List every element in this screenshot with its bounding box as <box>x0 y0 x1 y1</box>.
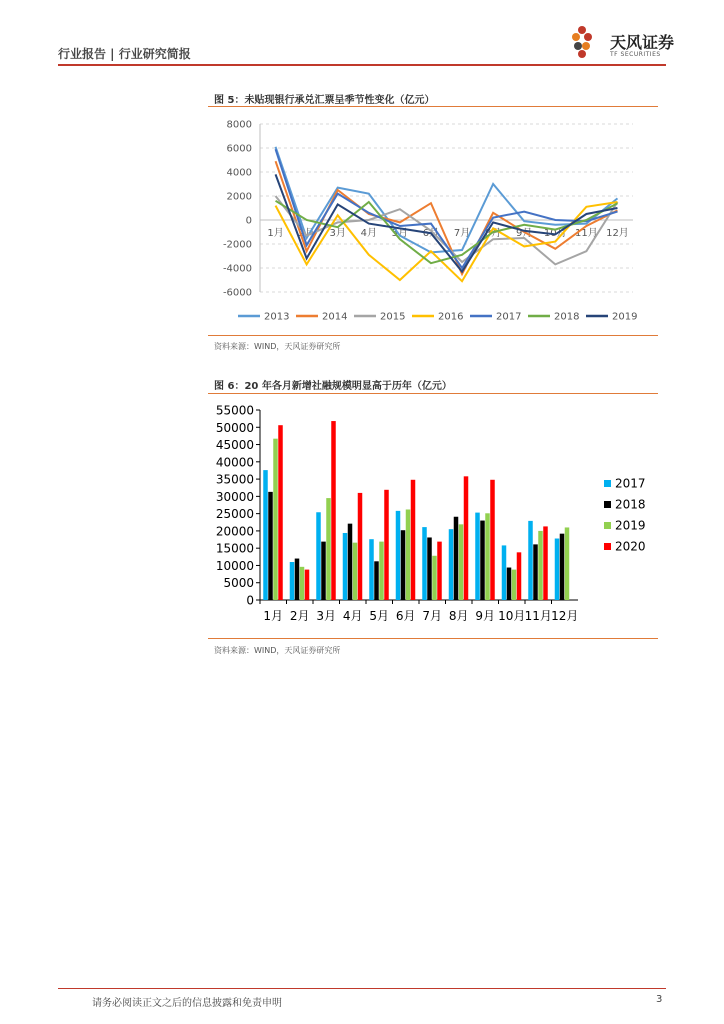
figure5-bottom-rule <box>208 335 658 336</box>
y-tick-label: 25000 <box>215 507 254 522</box>
bar-2017 <box>369 539 374 600</box>
y-tick-label: 10000 <box>215 558 254 573</box>
y-tick-label: -6000 <box>222 287 252 299</box>
bar-2017 <box>396 511 401 600</box>
y-tick-label: 4000 <box>226 167 252 179</box>
x-tick-label: 7月 <box>422 609 443 623</box>
bar-2019 <box>459 524 464 600</box>
bar-2020 <box>437 542 442 600</box>
legend-label: 2019 <box>612 311 638 323</box>
y-tick-label: 35000 <box>215 472 254 487</box>
bar-2018 <box>401 530 406 600</box>
bar-2018 <box>268 492 273 600</box>
y-tick-label: 30000 <box>215 489 254 504</box>
bar-2018 <box>427 537 432 600</box>
logo-subtitle: TF SECURITIES <box>610 51 661 58</box>
bar-chart <box>208 398 658 634</box>
x-tick-label: 4月 <box>360 228 377 239</box>
legend-label: 2018 <box>615 497 646 512</box>
bar-2017 <box>528 521 533 600</box>
y-tick-label: 2000 <box>226 191 252 203</box>
bar-2019 <box>300 567 305 600</box>
y-tick-label: 45000 <box>215 438 254 453</box>
legend-label: 2015 <box>380 311 406 323</box>
bar-2019 <box>406 509 411 600</box>
y-tick-label: 6000 <box>226 143 252 155</box>
x-tick-label: 6月 <box>395 609 416 623</box>
x-tick-label: 7月 <box>453 228 471 239</box>
y-tick-label: 50000 <box>215 420 254 435</box>
bar-2020 <box>411 480 416 600</box>
x-tick-label: 8月 <box>484 228 502 239</box>
legend-label: 2019 <box>615 518 646 533</box>
x-tick-label: 10月 <box>498 609 526 623</box>
x-tick-label: 1月 <box>267 228 284 239</box>
x-tick-label: 5月 <box>391 228 409 239</box>
x-tick-label: 3月 <box>329 228 346 239</box>
bar-2017 <box>263 470 268 600</box>
legend-swatch <box>604 522 611 529</box>
figure6-source: 资料来源：WIND，天风证券研究所 <box>214 646 341 655</box>
x-tick-label: 10月 <box>543 228 567 239</box>
figure6-title: 图 6：20 年各月新增社融规模明显高于历年（亿元） <box>214 381 452 392</box>
bar-2018 <box>560 534 565 600</box>
bar-2018 <box>454 517 459 600</box>
x-tick-label: 9月 <box>475 609 496 623</box>
x-tick-label: 11月 <box>575 228 598 239</box>
bar-2020 <box>358 493 363 600</box>
bar-2020 <box>384 490 389 600</box>
bar-2018 <box>533 544 538 600</box>
bar-2019 <box>538 531 543 600</box>
legend-label: 2018 <box>554 311 580 323</box>
y-tick-label: 40000 <box>215 455 254 470</box>
bar-2018 <box>374 561 379 600</box>
legend-swatch <box>604 480 611 487</box>
x-tick-label: 2月 <box>289 609 310 623</box>
header-rule <box>58 64 666 66</box>
bar-2019 <box>353 543 358 600</box>
bar-2020 <box>331 421 336 600</box>
bar-2020 <box>278 425 283 600</box>
bar-2017 <box>422 527 427 600</box>
figure5-source: 资料来源：WIND，天风证券研究所 <box>214 342 341 351</box>
y-tick-label: -2000 <box>222 239 252 251</box>
bar-2019 <box>485 513 490 600</box>
series-line-2017 <box>276 149 618 268</box>
bar-2017 <box>449 529 454 600</box>
bar-2017 <box>343 533 348 600</box>
series-line-2019 <box>276 174 618 271</box>
bar-2020 <box>543 526 548 600</box>
x-tick-label: 5月 <box>369 609 390 623</box>
legend-label: 2014 <box>322 311 348 323</box>
figure5-top-rule <box>208 106 658 107</box>
bar-2018 <box>507 568 512 600</box>
footer-disclaimer: 请务必阅读正文之后的信息披露和免责申明 <box>92 998 282 1009</box>
legend-label: 2020 <box>615 539 646 554</box>
bar-2018 <box>295 559 300 600</box>
header-title: 行业报告 | 行业研究简报 <box>58 47 191 61</box>
x-tick-label: 11月 <box>524 609 552 623</box>
y-tick-label: 55000 <box>215 403 254 418</box>
y-tick-label: 0 <box>246 593 254 608</box>
x-tick-label: 8月 <box>448 609 469 623</box>
x-tick-label: 1月 <box>263 609 284 623</box>
x-tick-label: 2月 <box>298 228 315 239</box>
x-tick-label: 12月 <box>606 228 629 239</box>
y-tick-label: 0 <box>245 215 252 227</box>
bar-2019 <box>432 556 437 600</box>
bar-2017 <box>502 545 507 600</box>
x-tick-label: 12月 <box>551 609 579 623</box>
figure5-title: 图 5：未贴现银行承兑汇票呈季节性变化（亿元） <box>214 95 435 106</box>
x-tick-label: 3月 <box>316 609 337 623</box>
x-tick-label: 6月 <box>422 228 440 239</box>
y-tick-label: 20000 <box>215 524 254 539</box>
series-line-2014 <box>276 161 618 274</box>
bar-2018 <box>348 524 353 600</box>
bar-2018 <box>480 521 485 600</box>
bar-2020 <box>517 552 522 600</box>
legend-label: 2017 <box>615 476 646 491</box>
y-tick-label: 5000 <box>223 576 254 591</box>
bar-2017 <box>290 562 295 600</box>
legend-label: 2016 <box>438 311 464 323</box>
legend-label: 2013 <box>264 311 290 323</box>
bar-2019 <box>326 498 331 600</box>
legend-label: 2017 <box>496 311 522 323</box>
figure6-top-rule <box>208 393 658 394</box>
legend-swatch <box>604 543 611 550</box>
bar-2019 <box>379 542 384 600</box>
bar-2017 <box>475 513 480 600</box>
bar-2018 <box>321 542 326 600</box>
legend-swatch <box>604 501 611 508</box>
bar-2020 <box>490 480 495 600</box>
bar-2019 <box>273 439 278 600</box>
logo-name: 天风证券 <box>610 33 675 52</box>
x-tick-label: 4月 <box>342 609 363 623</box>
x-tick-label: 9月 <box>516 228 533 239</box>
bar-2020 <box>305 570 310 600</box>
bar-2019 <box>512 570 517 600</box>
figure6-bottom-rule <box>208 638 658 639</box>
y-tick-label: 8000 <box>226 119 252 131</box>
y-tick-label: -4000 <box>222 263 252 275</box>
bar-2019 <box>565 527 570 600</box>
footer-rule <box>58 988 666 989</box>
bar-2020 <box>464 476 469 600</box>
bar-2017 <box>555 539 560 600</box>
y-tick-label: 15000 <box>215 541 254 556</box>
page-number: 3 <box>656 994 663 1005</box>
line-chart <box>208 110 658 332</box>
bar-2017 <box>316 512 321 600</box>
